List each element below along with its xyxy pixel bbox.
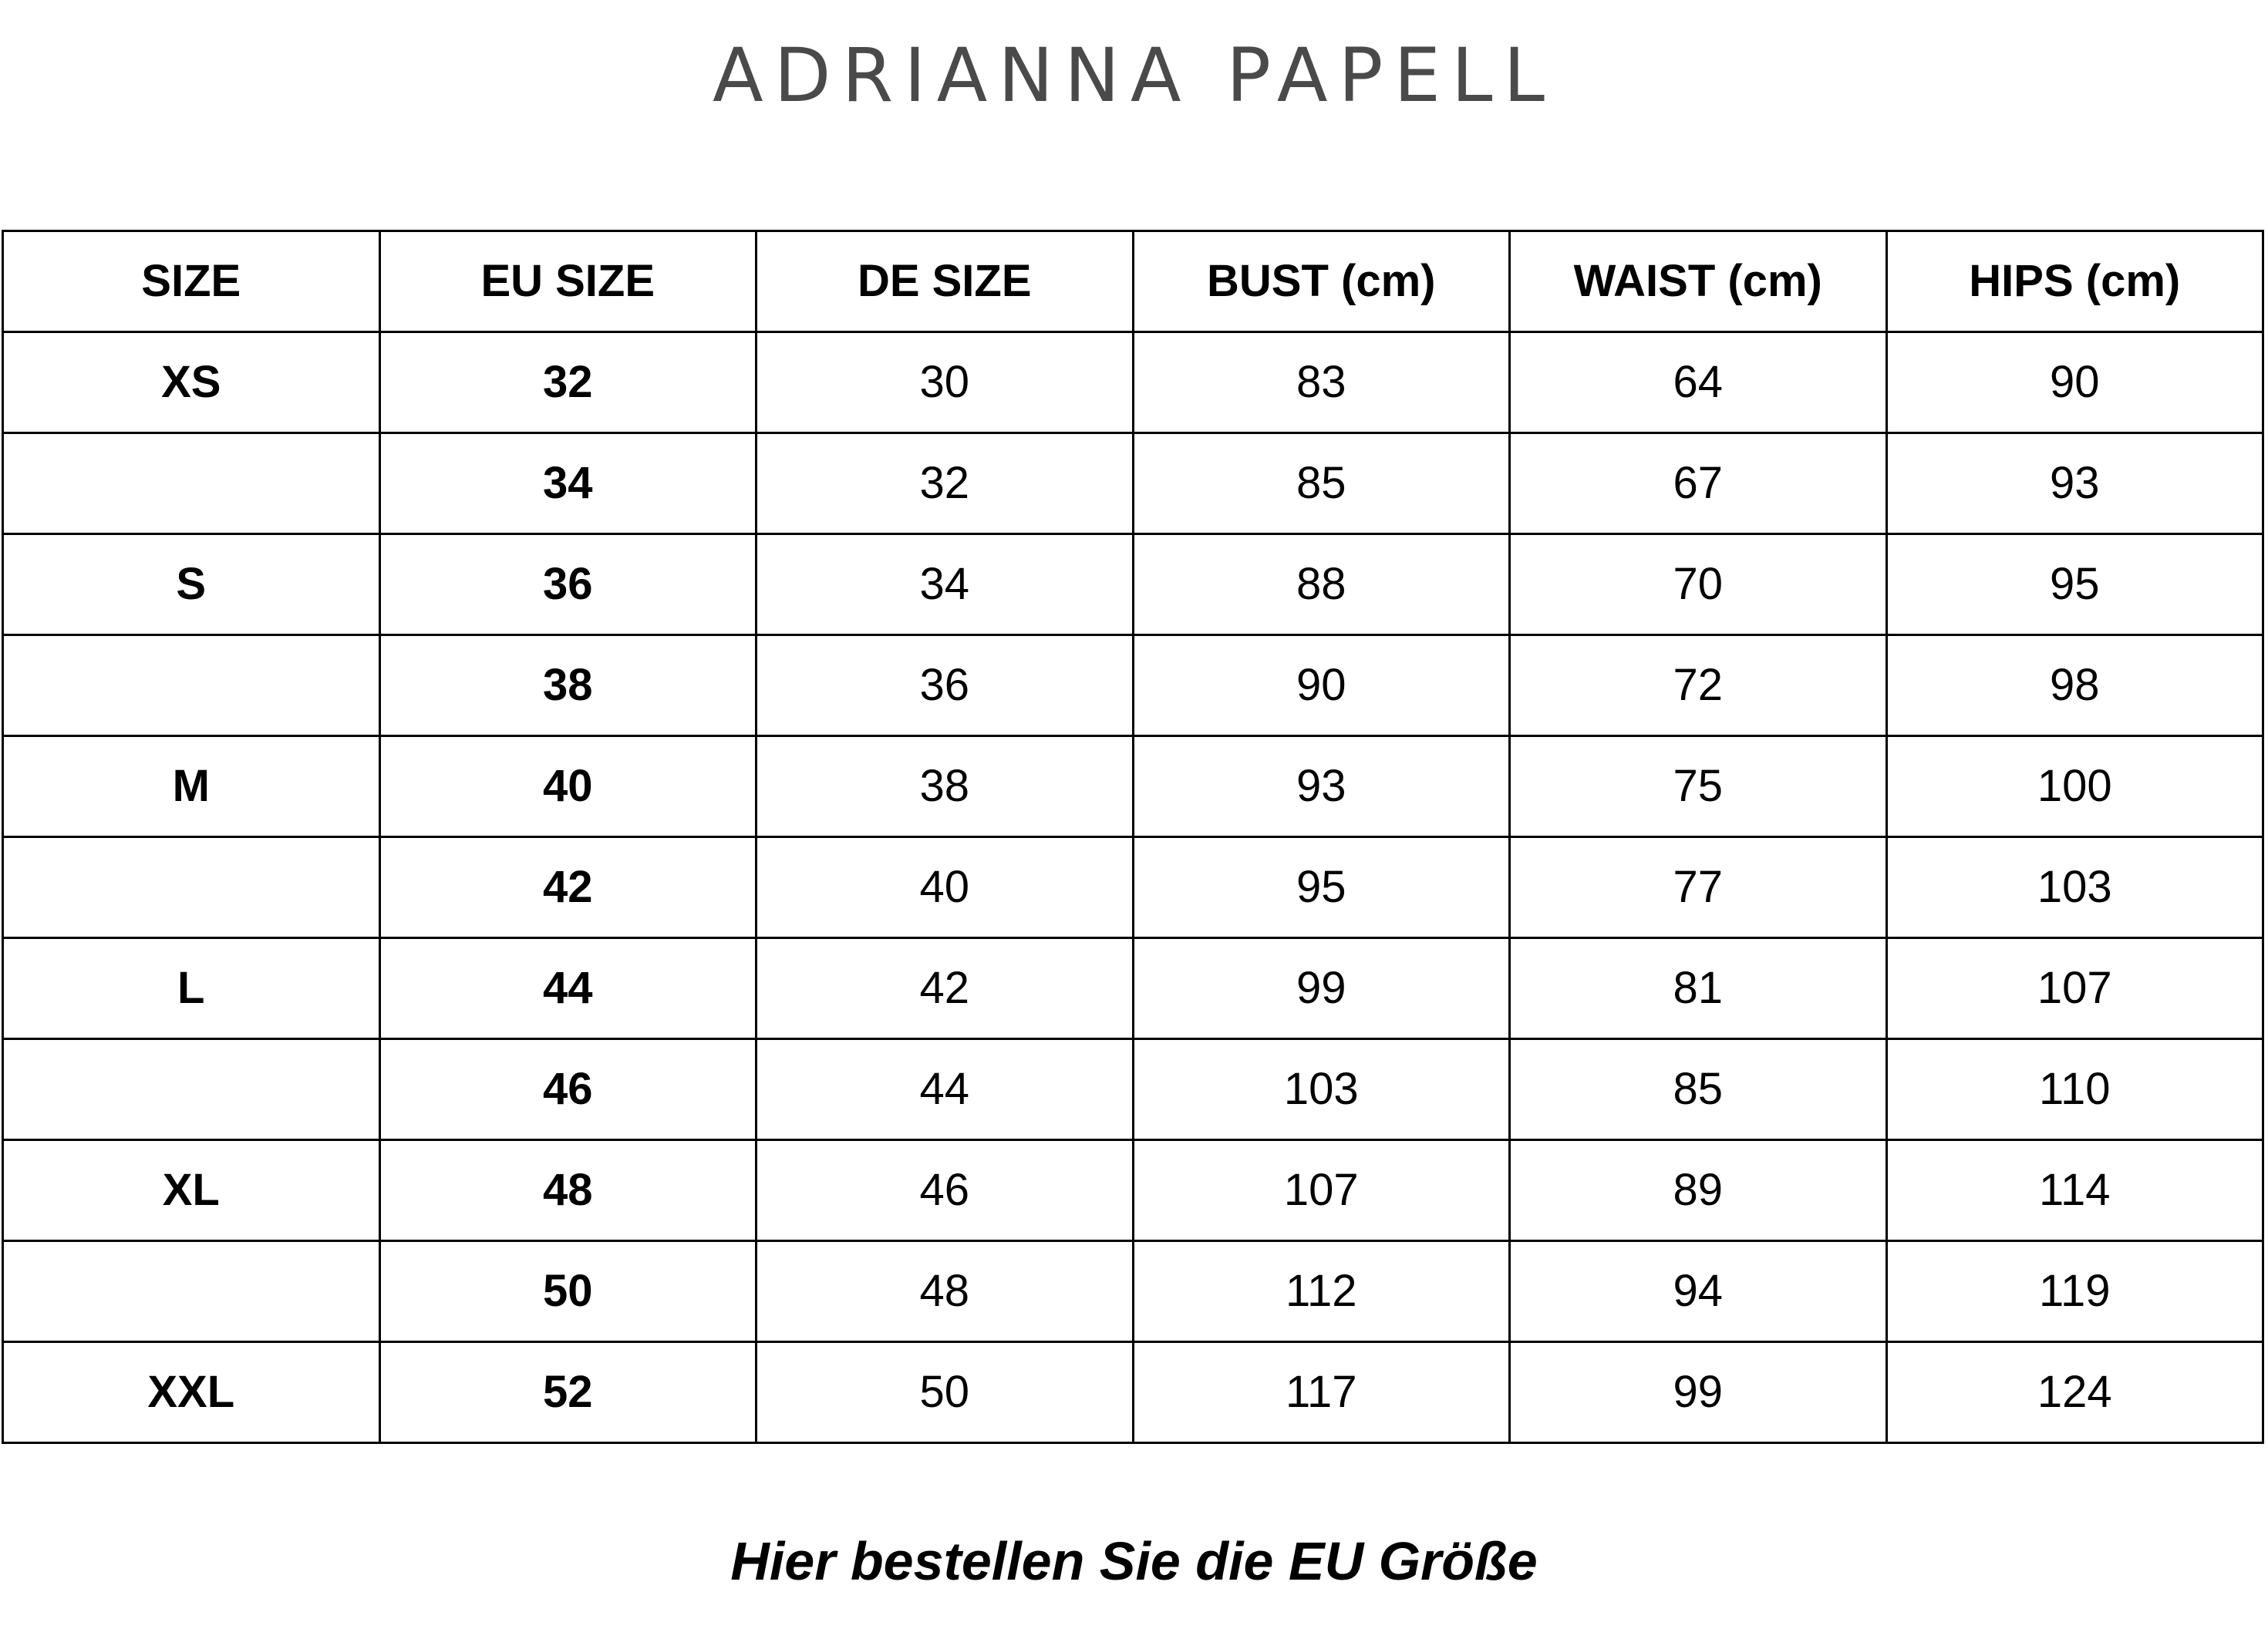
cell-hips: 107: [1886, 938, 2263, 1039]
cell-bust: 93: [1133, 736, 1510, 837]
cell-size: [3, 1241, 380, 1342]
cell-size: XXL: [3, 1342, 380, 1443]
cell-bust: 103: [1133, 1039, 1510, 1140]
table-row: [3, 837, 2263, 938]
cell-waist: 81: [1510, 938, 1887, 1039]
table-header-row: [3, 231, 2263, 332]
cell-de-size: 38: [757, 736, 1134, 837]
column-header-size: SIZE: [3, 231, 380, 332]
cell-hips: 114: [1886, 1140, 2263, 1241]
cell-hips: 93: [1886, 433, 2263, 534]
cell-de-size: 48: [757, 1241, 1134, 1342]
cell-bust: 85: [1133, 433, 1510, 534]
cell-waist: 70: [1510, 534, 1887, 635]
cell-de-size: 30: [757, 332, 1134, 433]
table-row: [3, 332, 2263, 433]
cell-waist: 64: [1510, 332, 1887, 433]
table-row: [3, 1342, 2263, 1443]
table-row: [3, 1241, 2263, 1342]
cell-de-size: 34: [757, 534, 1134, 635]
cell-bust: 99: [1133, 938, 1510, 1039]
cell-waist: 72: [1510, 635, 1887, 736]
cell-de-size: 32: [757, 433, 1134, 534]
cell-de-size: 46: [757, 1140, 1134, 1241]
cell-size: XL: [3, 1140, 380, 1241]
table-row: [3, 1039, 2263, 1140]
cell-hips: 103: [1886, 837, 2263, 938]
cell-eu-size: 48: [379, 1140, 757, 1241]
cell-de-size: 40: [757, 837, 1134, 938]
table-row: [3, 938, 2263, 1039]
cell-hips: 95: [1886, 534, 2263, 635]
cell-size: [3, 837, 380, 938]
column-header-eu-size: EU SIZE: [379, 231, 757, 332]
cell-hips: 119: [1886, 1241, 2263, 1342]
cell-de-size: 50: [757, 1342, 1134, 1443]
cell-size: S: [3, 534, 380, 635]
cell-size: [3, 433, 380, 534]
cell-bust: 117: [1133, 1342, 1510, 1443]
cell-eu-size: 52: [379, 1342, 757, 1443]
cell-bust: 90: [1133, 635, 1510, 736]
table-row: [3, 433, 2263, 534]
cell-eu-size: 38: [379, 635, 757, 736]
cell-hips: 124: [1886, 1342, 2263, 1443]
cell-eu-size: 32: [379, 332, 757, 433]
cell-bust: 83: [1133, 332, 1510, 433]
cell-waist: 67: [1510, 433, 1887, 534]
cell-eu-size: 50: [379, 1241, 757, 1342]
cell-eu-size: 44: [379, 938, 757, 1039]
cell-eu-size: 40: [379, 736, 757, 837]
cell-eu-size: 36: [379, 534, 757, 635]
cell-hips: 110: [1886, 1039, 2263, 1140]
cell-bust: 95: [1133, 837, 1510, 938]
cell-de-size: 36: [757, 635, 1134, 736]
cell-bust: 107: [1133, 1140, 1510, 1241]
cell-eu-size: 42: [379, 837, 757, 938]
order-eu-size-note: Hier bestellen Sie die EU Größe: [730, 1531, 1538, 1591]
size-chart-table: [2, 230, 2264, 1444]
cell-size: [3, 635, 380, 736]
table-row: [3, 736, 2263, 837]
cell-bust: 112: [1133, 1241, 1510, 1342]
cell-hips: 98: [1886, 635, 2263, 736]
cell-eu-size: 34: [379, 433, 757, 534]
column-header-waist: WAIST (cm): [1510, 231, 1887, 332]
column-header-bust: BUST (cm): [1133, 231, 1510, 332]
cell-size: [3, 1039, 380, 1140]
cell-size: M: [3, 736, 380, 837]
cell-waist: 85: [1510, 1039, 1887, 1140]
table-row: [3, 534, 2263, 635]
column-header-de-size: DE SIZE: [757, 231, 1134, 332]
brand-logo: ADRIANNA PAPELL: [712, 32, 1556, 119]
cell-waist: 77: [1510, 837, 1887, 938]
table-row: [3, 635, 2263, 736]
cell-waist: 94: [1510, 1241, 1887, 1342]
cell-hips: 90: [1886, 332, 2263, 433]
cell-size: XS: [3, 332, 380, 433]
cell-eu-size: 46: [379, 1039, 757, 1140]
cell-de-size: 44: [757, 1039, 1134, 1140]
cell-bust: 88: [1133, 534, 1510, 635]
table-row: [3, 1140, 2263, 1241]
cell-hips: 100: [1886, 736, 2263, 837]
cell-waist: 99: [1510, 1342, 1887, 1443]
cell-de-size: 42: [757, 938, 1134, 1039]
cell-size: L: [3, 938, 380, 1039]
cell-waist: 89: [1510, 1140, 1887, 1241]
cell-waist: 75: [1510, 736, 1887, 837]
column-header-hips: HIPS (cm): [1886, 231, 2263, 332]
